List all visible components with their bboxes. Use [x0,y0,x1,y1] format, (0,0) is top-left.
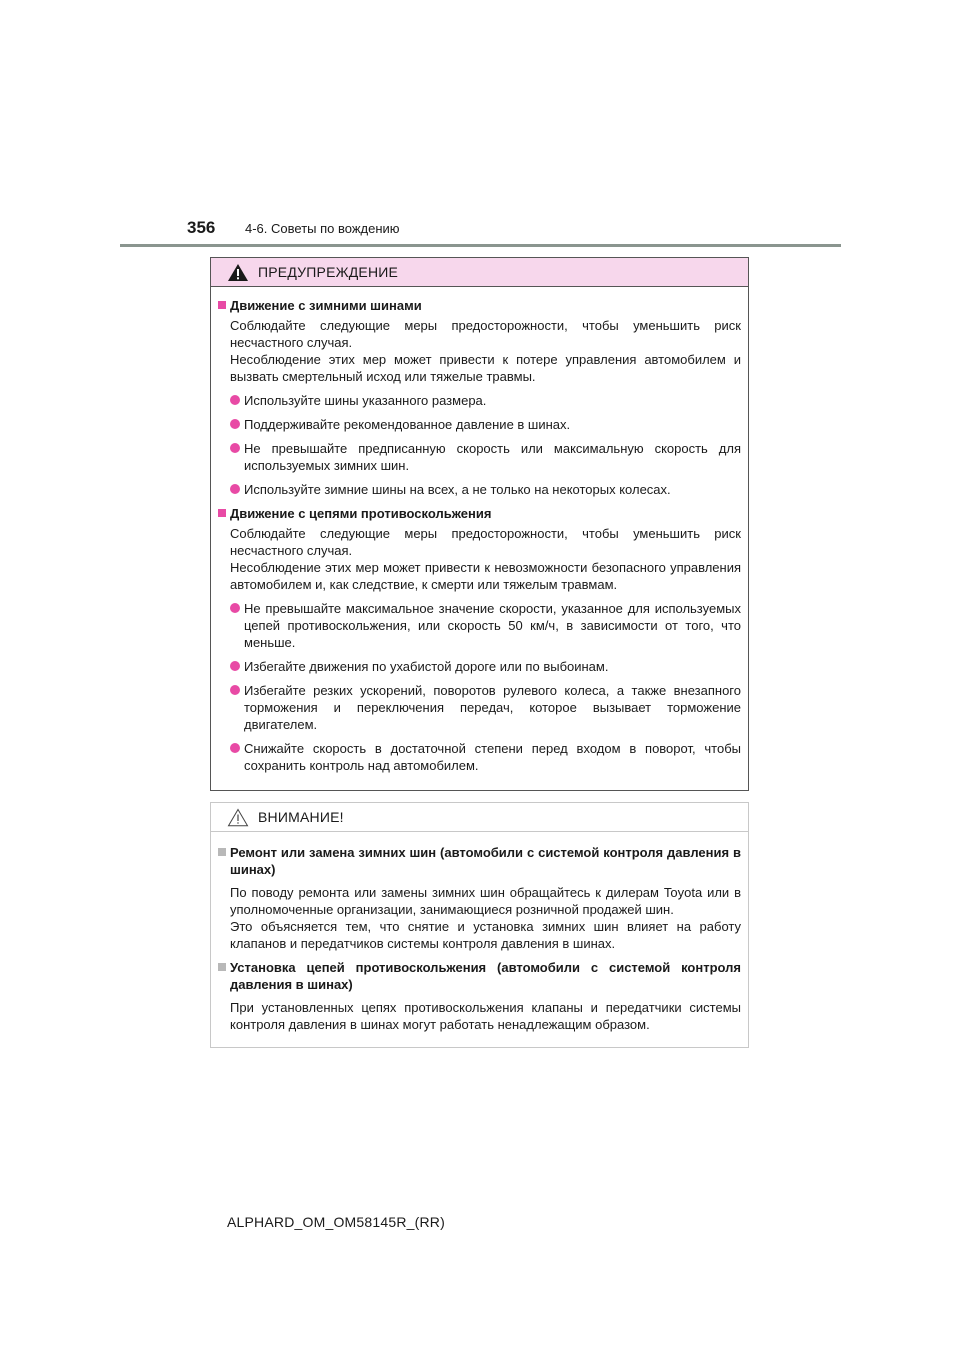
square-bullet-icon [218,509,226,517]
square-bullet-icon [218,963,226,971]
section-title: 4-6. Советы по вождению [245,221,400,236]
caution-box [210,802,749,1048]
list-item: Избегайте резких ускорений, поворотов рулевого колеса, а также внезапного торможения и переключения передач, которое вызывает торможение двигателем. [230,682,741,733]
paragraph: Несоблюдение этих мер может привести к потере управления автомобилем и вызвать смертельный исход или тяжелые травмы. [230,352,741,384]
section-heading: Движение с зимними шинами [218,297,741,314]
caution-triangle-icon [227,808,249,827]
paragraph: Несоблюдение этих мер может привести к невозможности безопасного управления автомобилем и, как следствие, к смерти или тяжелым травмам. [230,560,741,592]
list-item: Снижайте скорость в достаточной степени перед входом в поворот, чтобы сохранить контроль над автомобилем. [230,740,741,774]
warning-title: ПРЕДУПРЕЖДЕНИЕ [258,264,399,280]
section-heading: Ремонт или замена зимних шин (автомобили с системой контроля давления в шинах) [218,844,741,878]
list-item: Не превышайте предписанную скорость или максимальную скорость для используемых зимних шин. [230,440,741,474]
circle-bullet-icon [230,661,240,671]
list-item: Используйте зимние шины на всех, а не только на некоторых колесах. [230,481,741,498]
square-bullet-icon [218,301,226,309]
circle-bullet-icon [230,395,240,405]
circle-bullet-icon [230,419,240,429]
warning-header [211,258,748,287]
circle-bullet-icon [230,603,240,613]
paragraph: При установленных цепях противоскольжения клапаны и передатчики системы контроля давления в шинах могут работать ненадлежащим образом. [230,1000,741,1032]
circle-bullet-icon [230,484,240,494]
page-number: 356 [187,218,216,237]
warning-body [211,287,748,774]
document-code: ALPHARD_OM_OM58145R_(RR) [227,1214,445,1230]
caution-body [211,832,748,1033]
list-item: Используйте шины указанного размера. [230,392,741,409]
list-item: Избегайте движения по ухабистой дороге или по выбоинам. [230,658,741,675]
list-item: Не превышайте максимальное значение скорости, указанное для используемых цепей противоскольжения, или скорость 50 км/ч, в зависимости от того, что меньше. [230,600,741,651]
header-divider [120,244,841,247]
warning-box [210,257,749,791]
caution-title: ВНИМАНИЕ! [258,809,344,825]
circle-bullet-icon [230,443,240,453]
circle-bullet-icon [230,743,240,753]
section-heading: Установка цепей противоскольжения (автомобили с системой контроля давления в шинах) [218,959,741,993]
square-bullet-icon [218,848,226,856]
caution-header [211,803,748,832]
paragraph: Соблюдайте следующие меры предосторожности, чтобы уменьшить риск несчастного случая. [230,318,741,350]
list-item: Поддерживайте рекомендованное давление в шинах. [230,416,741,433]
paragraph: По поводу ремонта или замены зимних шин обращайтесь к дилерам Toyota или в уполномоченные организации, занимающиеся розничной продажей шин. [230,885,741,917]
circle-bullet-icon [230,685,240,695]
paragraph: Это объясняется тем, что снятие и установка зимних шин влияет на работу клапанов и передатчиков системы контроля давления в шинах. [230,919,741,951]
section-heading: Движение с цепями противоскольжения [218,505,741,522]
page-header [187,218,400,238]
warning-triangle-icon [227,263,249,282]
paragraph: Соблюдайте следующие меры предосторожности, чтобы уменьшить риск несчастного случая. [230,526,741,558]
